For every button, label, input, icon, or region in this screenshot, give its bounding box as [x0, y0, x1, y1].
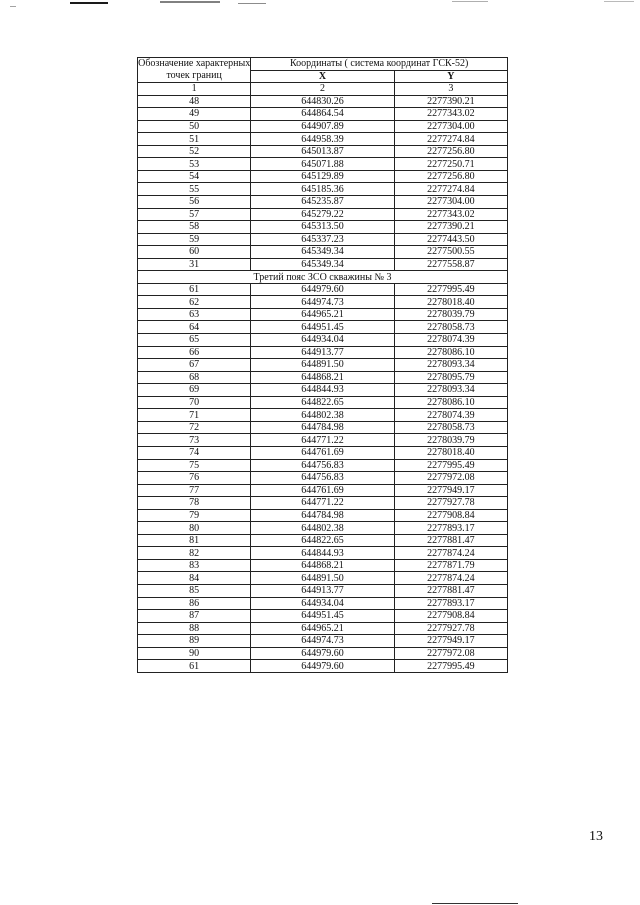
y-axis-header: Y [394, 70, 507, 83]
point-number: 51 [138, 133, 251, 146]
table-row [138, 610, 508, 623]
table-row [138, 384, 508, 397]
y-coordinate: 2277304.00 [394, 120, 507, 133]
point-number: 73 [138, 434, 251, 447]
table-row [138, 183, 508, 196]
table-row [138, 396, 508, 409]
scan-artifact [10, 6, 16, 7]
x-coordinate: 644844.93 [251, 547, 394, 560]
point-number: 59 [138, 233, 251, 246]
table-row [138, 584, 508, 597]
x-coordinate: 644868.21 [251, 371, 394, 384]
point-number: 75 [138, 459, 251, 472]
table-row [138, 196, 508, 209]
x-coordinate: 644771.22 [251, 497, 394, 510]
column-number: 2 [251, 83, 394, 96]
y-coordinate: 2277343.02 [394, 208, 507, 221]
point-number: 52 [138, 145, 251, 158]
x-coordinate: 644891.50 [251, 359, 394, 372]
table-row [138, 522, 508, 535]
x-coordinate: 645337.23 [251, 233, 394, 246]
column-number: 1 [138, 83, 251, 96]
y-coordinate: 2277390.21 [394, 95, 507, 108]
table-row [138, 346, 508, 359]
y-coordinate: 2277274.84 [394, 133, 507, 146]
point-number: 60 [138, 246, 251, 259]
table-row [138, 120, 508, 133]
point-number: 87 [138, 610, 251, 623]
table-row [138, 622, 508, 635]
point-number: 49 [138, 108, 251, 121]
point-number: 89 [138, 635, 251, 648]
table-row [138, 446, 508, 459]
point-number: 72 [138, 421, 251, 434]
y-coordinate: 2277995.49 [394, 459, 507, 472]
y-coordinate: 2278074.39 [394, 409, 507, 422]
y-coordinate: 2277274.84 [394, 183, 507, 196]
point-number: 88 [138, 622, 251, 635]
point-number: 61 [138, 283, 251, 296]
point-number: 67 [138, 359, 251, 372]
y-coordinate: 2277881.47 [394, 534, 507, 547]
y-coordinate: 2277893.17 [394, 522, 507, 535]
scan-artifact [238, 3, 266, 4]
table-row [138, 221, 508, 234]
y-coordinate: 2278074.39 [394, 334, 507, 347]
x-coordinate: 644830.26 [251, 95, 394, 108]
x-coordinate: 644864.54 [251, 108, 394, 121]
y-coordinate: 2278058.73 [394, 321, 507, 334]
point-number: 58 [138, 221, 251, 234]
point-number: 48 [138, 95, 251, 108]
y-coordinate: 2277500.55 [394, 246, 507, 259]
point-number: 71 [138, 409, 251, 422]
y-coordinate: 2278058.73 [394, 421, 507, 434]
section-row [138, 271, 508, 284]
point-number: 78 [138, 497, 251, 510]
table-row [138, 484, 508, 497]
x-coordinate: 644868.21 [251, 559, 394, 572]
point-number: 55 [138, 183, 251, 196]
table-row [138, 597, 508, 610]
y-coordinate: 2277390.21 [394, 221, 507, 234]
x-coordinate: 644958.39 [251, 133, 394, 146]
table-row [138, 145, 508, 158]
point-number: 69 [138, 384, 251, 397]
y-coordinate: 2277443.50 [394, 233, 507, 246]
x-coordinate: 644913.77 [251, 584, 394, 597]
y-coordinate: 2277250.71 [394, 158, 507, 171]
x-coordinate: 645013.87 [251, 145, 394, 158]
point-number: 80 [138, 522, 251, 535]
y-coordinate: 2277304.00 [394, 196, 507, 209]
point-number: 85 [138, 584, 251, 597]
table-row [138, 547, 508, 560]
y-coordinate: 2278086.10 [394, 346, 507, 359]
x-coordinate: 645349.34 [251, 258, 394, 271]
y-coordinate: 2278093.34 [394, 359, 507, 372]
y-coordinate: 2277881.47 [394, 584, 507, 597]
point-number: 77 [138, 484, 251, 497]
y-coordinate: 2277949.17 [394, 635, 507, 648]
x-coordinate: 645279.22 [251, 208, 394, 221]
point-number: 63 [138, 308, 251, 321]
point-number: 65 [138, 334, 251, 347]
x-coordinate: 644822.65 [251, 396, 394, 409]
table-row [138, 534, 508, 547]
x-coordinate: 644974.73 [251, 635, 394, 648]
x-coordinate: 644913.77 [251, 346, 394, 359]
designation-header-text: Обозначение характерных точек границ [138, 58, 251, 81]
x-coordinate: 644802.38 [251, 409, 394, 422]
point-number: 62 [138, 296, 251, 309]
point-number: 83 [138, 559, 251, 572]
x-coordinate: 644822.65 [251, 534, 394, 547]
table-row [138, 296, 508, 309]
y-coordinate: 2277995.49 [394, 660, 507, 673]
table-row [138, 635, 508, 648]
point-number: 76 [138, 472, 251, 485]
table-row [138, 283, 508, 296]
x-coordinate: 644951.45 [251, 321, 394, 334]
y-coordinate: 2277908.84 [394, 509, 507, 522]
x-coordinate: 645129.89 [251, 170, 394, 183]
point-number: 79 [138, 509, 251, 522]
x-coordinate: 644771.22 [251, 434, 394, 447]
x-coordinate: 645071.88 [251, 158, 394, 171]
table-row [138, 459, 508, 472]
y-coordinate: 2278018.40 [394, 296, 507, 309]
table-row [138, 246, 508, 259]
x-coordinate: 644979.60 [251, 660, 394, 673]
table-row [138, 334, 508, 347]
y-coordinate: 2278039.79 [394, 308, 507, 321]
y-coordinate: 2277256.80 [394, 170, 507, 183]
y-coordinate: 2277874.24 [394, 572, 507, 585]
y-coordinate: 2277949.17 [394, 484, 507, 497]
x-coordinate: 644979.60 [251, 647, 394, 660]
point-number: 64 [138, 321, 251, 334]
point-number: 90 [138, 647, 251, 660]
point-number: 81 [138, 534, 251, 547]
y-coordinate: 2278039.79 [394, 434, 507, 447]
x-coordinate: 644965.21 [251, 622, 394, 635]
y-coordinate: 2277871.79 [394, 559, 507, 572]
table-row [138, 434, 508, 447]
point-number: 56 [138, 196, 251, 209]
x-coordinate: 645313.50 [251, 221, 394, 234]
x-coordinate: 644844.93 [251, 384, 394, 397]
x-coordinate: 644951.45 [251, 610, 394, 623]
scan-artifact [160, 1, 220, 3]
column-number: 3 [394, 83, 507, 96]
y-coordinate: 2277927.78 [394, 497, 507, 510]
table-row [138, 409, 508, 422]
y-coordinate: 2277972.08 [394, 647, 507, 660]
point-number: 74 [138, 446, 251, 459]
point-number: 70 [138, 396, 251, 409]
table-row [138, 321, 508, 334]
footer-line [432, 903, 518, 904]
x-coordinate: 645185.36 [251, 183, 394, 196]
y-coordinate: 2277893.17 [394, 597, 507, 610]
table-row [138, 559, 508, 572]
point-number: 54 [138, 170, 251, 183]
page-number: 13 [589, 829, 603, 844]
table-row [138, 233, 508, 246]
point-number: 86 [138, 597, 251, 610]
x-coordinate: 644934.04 [251, 334, 394, 347]
section-title: Третий пояс ЗСО скважины № 3 [138, 271, 508, 284]
table-row [138, 472, 508, 485]
header-row [138, 58, 508, 71]
x-coordinate: 644934.04 [251, 597, 394, 610]
x-coordinate: 644974.73 [251, 296, 394, 309]
table-row [138, 660, 508, 673]
x-coordinate: 644979.60 [251, 283, 394, 296]
x-coordinate: 644756.83 [251, 459, 394, 472]
table-row [138, 647, 508, 660]
table-row [138, 572, 508, 585]
designation-header [138, 58, 251, 83]
table-row [138, 95, 508, 108]
y-coordinate: 2278095.79 [394, 371, 507, 384]
table-row [138, 133, 508, 146]
point-number: 82 [138, 547, 251, 560]
point-number: 57 [138, 208, 251, 221]
scan-artifact [70, 2, 108, 4]
point-number: 68 [138, 371, 251, 384]
y-coordinate: 2277927.78 [394, 622, 507, 635]
y-coordinate: 2277343.02 [394, 108, 507, 121]
y-coordinate: 2278086.10 [394, 396, 507, 409]
table-row [138, 258, 508, 271]
y-coordinate: 2277995.49 [394, 283, 507, 296]
y-coordinate: 2277908.84 [394, 610, 507, 623]
point-number: 53 [138, 158, 251, 171]
x-coordinate: 644761.69 [251, 446, 394, 459]
table-row [138, 497, 508, 510]
y-coordinate: 2277256.80 [394, 145, 507, 158]
x-coordinate: 645349.34 [251, 246, 394, 259]
x-coordinate: 645235.87 [251, 196, 394, 209]
x-coordinate: 644907.89 [251, 120, 394, 133]
point-number: 66 [138, 346, 251, 359]
point-number: 50 [138, 120, 251, 133]
table-row [138, 421, 508, 434]
table-row [138, 371, 508, 384]
y-coordinate: 2277972.08 [394, 472, 507, 485]
x-axis-header: X [251, 70, 394, 83]
x-coordinate: 644891.50 [251, 572, 394, 585]
table-row [138, 509, 508, 522]
point-number: 61 [138, 660, 251, 673]
coordinates-header: Координаты ( система координат ГСК-52) [251, 58, 508, 71]
column-number-row [138, 83, 508, 96]
table-row [138, 158, 508, 171]
table-row [138, 170, 508, 183]
x-coordinate: 644784.98 [251, 509, 394, 522]
point-number: 84 [138, 572, 251, 585]
y-coordinate: 2277874.24 [394, 547, 507, 560]
x-coordinate: 644761.69 [251, 484, 394, 497]
table-row [138, 208, 508, 221]
y-coordinate: 2277558.87 [394, 258, 507, 271]
x-coordinate: 644965.21 [251, 308, 394, 321]
coordinates-table [137, 57, 508, 673]
point-number: 31 [138, 258, 251, 271]
x-coordinate: 644756.83 [251, 472, 394, 485]
scan-artifact [604, 1, 634, 2]
x-coordinate: 644784.98 [251, 421, 394, 434]
table-row [138, 359, 508, 372]
y-coordinate: 2278018.40 [394, 446, 507, 459]
scan-artifact [452, 1, 488, 2]
table-row [138, 108, 508, 121]
x-coordinate: 644802.38 [251, 522, 394, 535]
table-row [138, 308, 508, 321]
y-coordinate: 2278093.34 [394, 384, 507, 397]
